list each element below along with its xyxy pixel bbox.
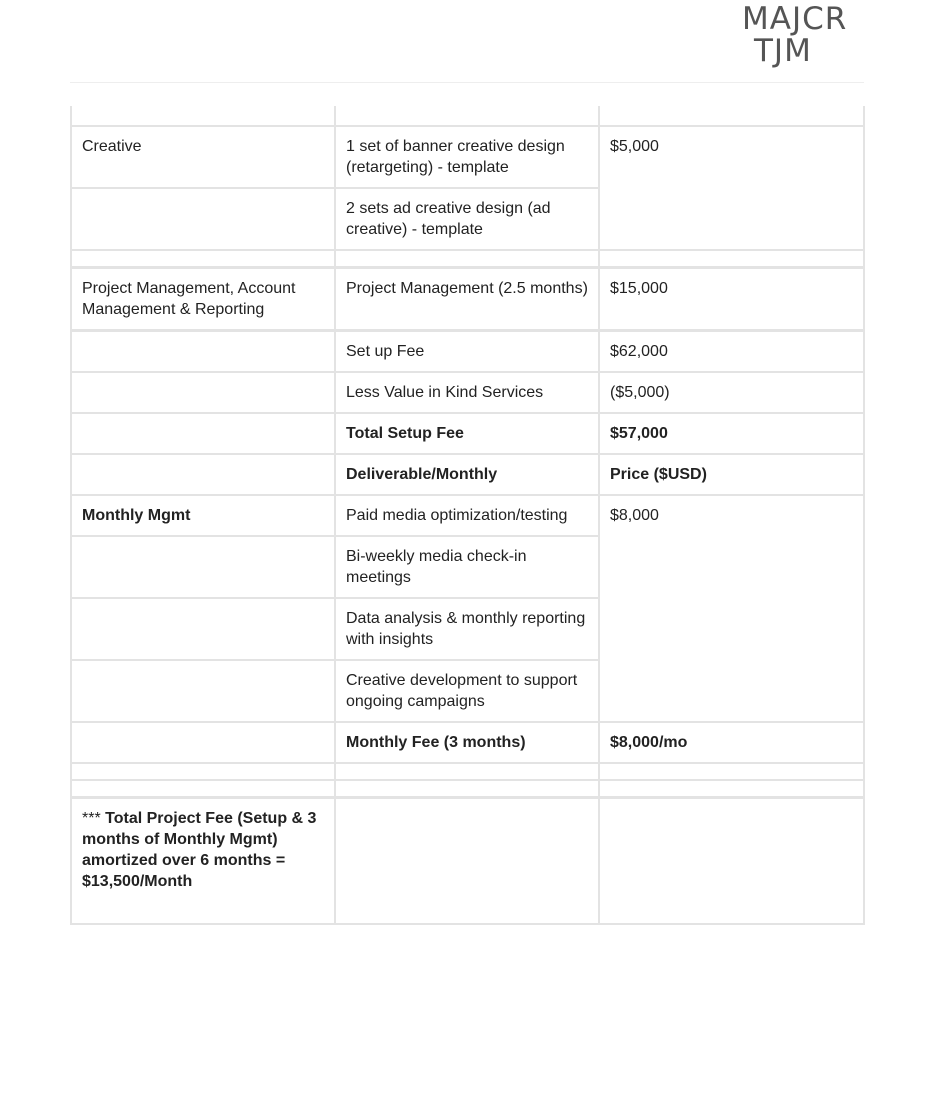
total-project-fee (71, 798, 335, 925)
total-setup-price: $57,000 (599, 413, 864, 454)
table-row (71, 413, 864, 454)
table-row (71, 268, 864, 331)
less-item: Less Value in Kind Services (335, 372, 599, 413)
pm-price: $15,000 (599, 268, 864, 331)
logo-line-2: TJM (754, 33, 812, 69)
table-row (71, 126, 864, 188)
empty-cell (71, 454, 335, 495)
total-project-text: Total Project Fee (Setup & 3 months of Monthly Mgmt) amortized over 6 months = $13,500/Month (82, 810, 317, 890)
spacer-row (71, 780, 864, 798)
empty-cell (71, 722, 335, 763)
less-price: ($5,000) (599, 372, 864, 413)
table-row (71, 722, 864, 763)
monthly-category: Monthly Mgmt (71, 495, 335, 536)
setup-price: $62,000 (599, 331, 864, 373)
empty-cell (599, 798, 864, 925)
pm-category: Project Management, Account Management & Reporting (71, 268, 335, 331)
total-project-prefix: *** (82, 810, 101, 827)
monthly-item: Paid media optimization/testing (335, 495, 599, 536)
table-cell (71, 106, 335, 126)
table-row (71, 106, 864, 126)
empty-cell (71, 598, 335, 660)
monthly-fee-price: $8,000/mo (599, 722, 864, 763)
spacer-row (71, 250, 864, 268)
creative-category: Creative (71, 126, 335, 188)
table-cell (599, 106, 864, 126)
setup-item: Set up Fee (335, 331, 599, 373)
spacer-row (71, 763, 864, 780)
empty-cell (71, 372, 335, 413)
pm-item: Project Management (2.5 months) (335, 268, 599, 331)
empty-cell (71, 536, 335, 598)
table-cell (335, 106, 599, 126)
creative-price: $5,000 (599, 126, 864, 250)
monthly-price: $8,000 (599, 495, 864, 722)
empty-cell (71, 413, 335, 454)
total-setup-item: Total Setup Fee (335, 413, 599, 454)
major-tom-logo (742, 2, 860, 68)
table-row (71, 495, 864, 536)
header-divider (70, 82, 864, 83)
monthly-item: Data analysis & monthly reporting with insights (335, 598, 599, 660)
logo-line-1: MAJCR (742, 1, 848, 37)
table-row (71, 372, 864, 413)
empty-cell (71, 188, 335, 250)
empty-cell (335, 798, 599, 925)
header-deliverable: Deliverable/Monthly (335, 454, 599, 495)
table-row (71, 331, 864, 373)
table-row (71, 798, 864, 925)
monthly-item: Bi-weekly media check-in meetings (335, 536, 599, 598)
table-row (71, 454, 864, 495)
monthly-fee-item: Monthly Fee (3 months) (335, 722, 599, 763)
fee-table (70, 106, 865, 925)
creative-item-2: 2 sets ad creative design (ad creative) - template (335, 188, 599, 250)
empty-cell (71, 331, 335, 373)
header-price: Price ($USD) (599, 454, 864, 495)
monthly-item: Creative development to support ongoing campaigns (335, 660, 599, 722)
creative-item-1: 1 set of banner creative design (retargeting) - template (335, 126, 599, 188)
empty-cell (71, 660, 335, 722)
